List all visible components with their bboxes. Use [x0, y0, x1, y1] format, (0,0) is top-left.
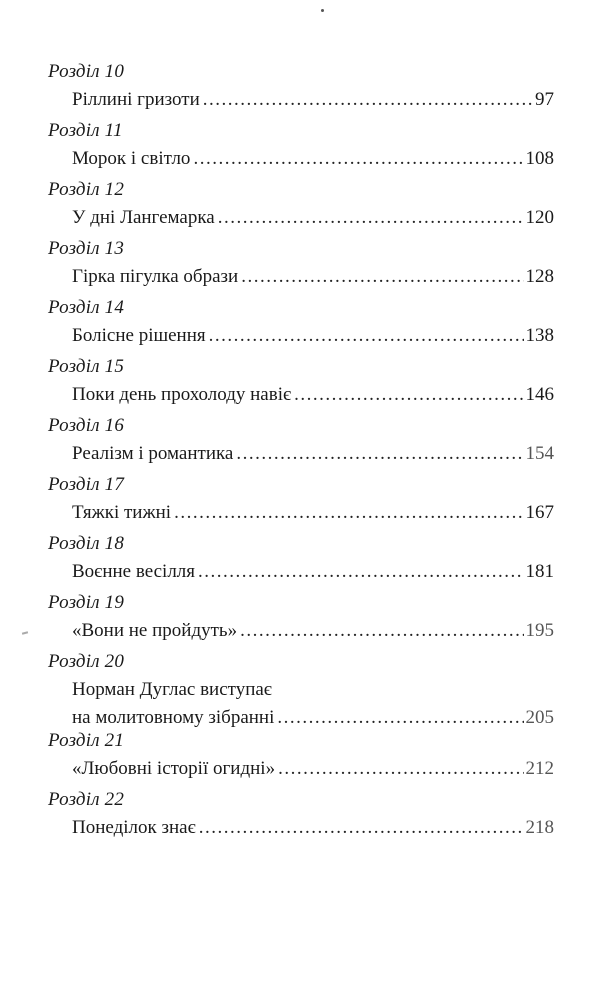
- page-top-mark: [321, 9, 324, 12]
- toc-entry[interactable]: [72, 617, 554, 645]
- toc-entry[interactable]: [72, 322, 554, 350]
- toc-entry[interactable]: [72, 204, 554, 232]
- chapter-label: Розділ 16: [48, 415, 125, 436]
- toc-entry[interactable]: [72, 263, 554, 291]
- entry-page-number: 154: [525, 443, 554, 464]
- dot-leader: [198, 558, 523, 586]
- toc-entry[interactable]: [72, 499, 554, 527]
- dot-leader: [174, 499, 523, 527]
- entry-page-number: 138: [525, 325, 554, 346]
- dot-leader: [241, 263, 523, 291]
- dot-leader: [278, 755, 523, 783]
- dot-leader: [240, 617, 523, 645]
- dot-leader: [203, 86, 533, 114]
- entry-title: Тяжкі тижні: [72, 502, 172, 523]
- dot-leader: [199, 814, 524, 842]
- chapter-label: Розділ 15: [48, 356, 125, 377]
- entry-page-number: 97: [535, 89, 554, 110]
- entry-title-line-2: на молитовному зібранні: [72, 707, 275, 728]
- entry-title: Поки день прохолоду навіє: [72, 384, 292, 405]
- toc-entry[interactable]: [72, 381, 554, 409]
- toc-entry[interactable]: [72, 676, 554, 732]
- entry-page-number: 108: [525, 148, 554, 169]
- toc-chapter-10: [48, 58, 554, 117]
- entry-page-number: 167: [525, 502, 554, 523]
- toc-chapter-18: [48, 530, 554, 589]
- toc-chapter-14: [48, 294, 554, 353]
- toc-chapter-15: [48, 353, 554, 412]
- toc-chapter-13: [48, 235, 554, 294]
- toc-entry[interactable]: [72, 558, 554, 586]
- entry-page-number: 120: [525, 207, 554, 228]
- chapter-label: Розділ 19: [48, 592, 125, 613]
- table-of-contents: [48, 58, 554, 845]
- toc-entry[interactable]: [72, 86, 554, 114]
- chapter-label: Розділ 18: [48, 533, 125, 554]
- entry-page-number: 212: [525, 758, 554, 779]
- dot-leader: [193, 145, 523, 173]
- entry-title: Гірка пігулка образи: [72, 266, 239, 287]
- entry-page-number: 195: [525, 620, 554, 641]
- entry-title: «Вони не пройдуть»: [72, 620, 238, 641]
- dot-leader: [236, 440, 523, 468]
- toc-chapter-11: [48, 117, 554, 176]
- toc-chapter-12: [48, 176, 554, 235]
- entry-title: Реалізм і романтика: [72, 443, 234, 464]
- chapter-label: Розділ 11: [48, 120, 123, 141]
- toc-entry[interactable]: [72, 440, 554, 468]
- entry-title: Воєнне весілля: [72, 561, 196, 582]
- entry-title: «Любовні історії огидні»: [72, 758, 276, 779]
- entry-title: У дні Лангемарка: [72, 207, 215, 228]
- margin-mark: [22, 631, 28, 634]
- chapter-label: Розділ 10: [48, 61, 125, 82]
- toc-chapter-21: [48, 727, 554, 786]
- toc-entry[interactable]: [72, 814, 554, 842]
- entry-title: Понеділок знає: [72, 817, 196, 838]
- dot-leader: [209, 322, 524, 350]
- entry-title-line-1: Норман Дуглас виступає: [72, 679, 272, 700]
- chapter-label: Розділ 12: [48, 179, 125, 200]
- entry-title: Ріллині гризоти: [72, 89, 200, 110]
- entry-page-number: 181: [525, 561, 554, 582]
- entry-page-number: 128: [525, 266, 554, 287]
- entry-page-number: 218: [525, 817, 554, 838]
- chapter-label: Розділ 21: [48, 730, 125, 751]
- toc-chapter-19: [48, 589, 554, 648]
- entry-page-number: 205: [525, 707, 554, 728]
- entry-title: Болісне рішення: [72, 325, 206, 346]
- chapter-label: Розділ 22: [48, 789, 125, 810]
- toc-entry[interactable]: [72, 145, 554, 173]
- chapter-label: Розділ 17: [48, 474, 125, 495]
- dot-leader: [294, 381, 523, 409]
- toc-chapter-16: [48, 412, 554, 471]
- chapter-label: Розділ 14: [48, 297, 125, 318]
- toc-entry[interactable]: [72, 755, 554, 783]
- entry-title: Морок і світло: [72, 148, 191, 169]
- entry-page-number: 146: [525, 384, 554, 405]
- toc-chapter-17: [48, 471, 554, 530]
- dot-leader: [218, 204, 524, 232]
- toc-chapter-20: [48, 648, 554, 727]
- chapter-label: Розділ 20: [48, 651, 125, 672]
- chapter-label: Розділ 13: [48, 238, 125, 259]
- toc-chapter-22: [48, 786, 554, 845]
